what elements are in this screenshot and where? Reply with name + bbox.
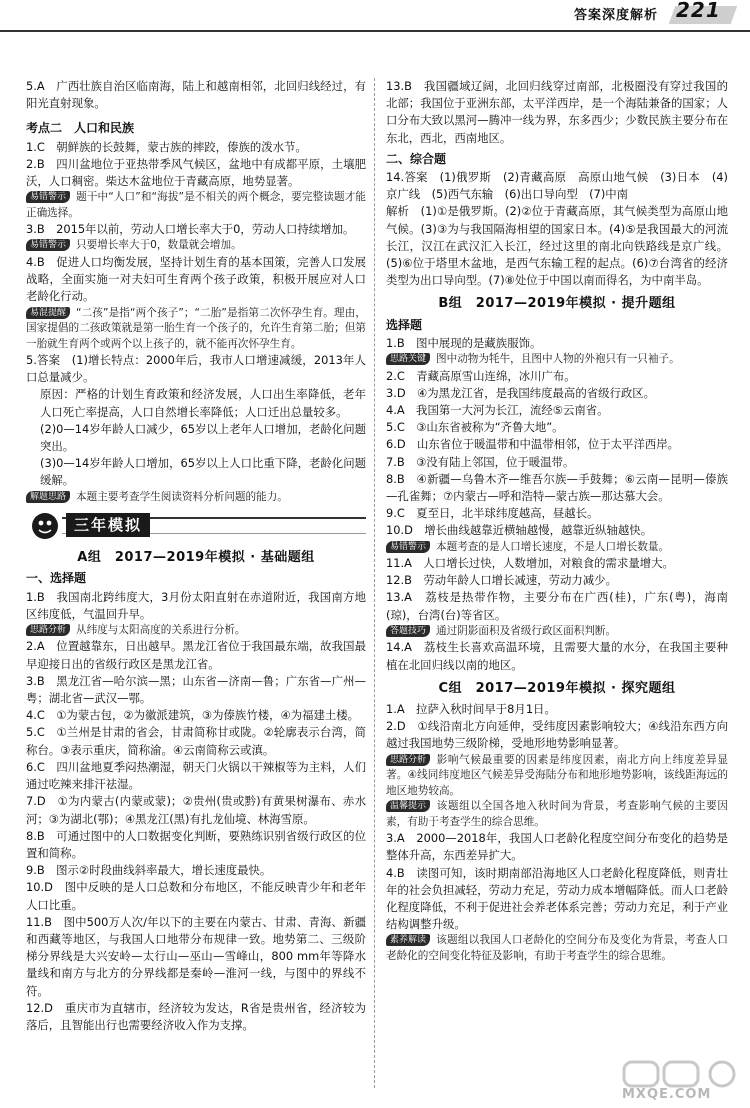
answer-item: 4.B 促进人口均衡发展，坚持计划生育的基本国策，完善人口发展战略，全面实施一对夫妇可生育两个孩子政策，积极开展应对人口老龄化行动。	[26, 254, 366, 304]
answer-item: 8.B ④新疆—乌鲁木齐—维吾尔族—手鼓舞；⑥云南—昆明—傣族—孔雀舞；⑦内蒙古—呼和浩特—蒙古族—那达慕大会。	[386, 471, 728, 503]
tip-text: “二孩”是指“两个孩子”；“二胎”是指第二次怀孕生育。理由，国家提倡的二孩政策就是第一胎生育一个孩子的，允许生育第二胎；但第一胎就生育两个或两个以上孩子的，就不能再次怀孕生育。	[26, 306, 366, 350]
answer-detail: (3)0—14岁年龄人口增加，65岁以上人口比重下降，老龄化问题缓解。	[40, 456, 366, 488]
answer-item: 12.B 劳动年龄人口增长减速，劳动力减少。	[386, 573, 617, 588]
section-heading: 一、选择题	[26, 571, 87, 586]
group-heading: B组 2017—2019年模拟 · 提升题组	[438, 296, 676, 312]
answer-item: 2.C 青藏高原雪山连绵，冰川广布。	[386, 368, 576, 383]
tip-badge: 思路关键	[386, 353, 430, 365]
tip-badge: 思路分析	[26, 624, 70, 636]
answer-item: 4.C ①为蒙古包，②为徽派建筑，③为傣族竹楼，④为福建土楼。	[26, 708, 360, 723]
tip-note	[386, 540, 728, 556]
answer-item: 3.B 2015年以前，劳动人口增长率大于0，劳动人口持续增加。	[26, 222, 355, 237]
tip-note	[26, 623, 366, 639]
answer-item: 14.答案 (1)俄罗斯 (2)青藏高原 高原山地气候 (3)日本 (4)京广线 (5)西气东输 (6)出口导向型 (7)中南	[386, 170, 728, 202]
answer-item: 3.A 2000—2018年，我国人口老龄化程度空间分布变化的趋势是整体升高，东西差异扩大。	[386, 831, 728, 863]
answer-item: 3.B 黑龙江省—哈尔滨—黑；山东省—济南—鲁；广东省—广州—粤；湖北省—武汉—鄂。	[26, 673, 366, 706]
answer-item: 13.B 我国疆域辽阔，北回归线穿过南部，北极圈没有穿过我国的北部；我国位于亚洲东部，太平洋西岸，是一个海陆兼备的国家；人口分布大致以黑河—腾冲一线为界，东多西少；少数民族主要分布在东北，西北，西南地区。	[386, 79, 728, 145]
tip-text: 通过阴影面积及省级行政区面积判断。	[436, 624, 617, 637]
answer-item: 5.A 广西壮族自治区临南海，陆上和越南相邻，北回归线经过，有阳光直射现象。	[26, 79, 366, 111]
answer-item: 4.B 读图可知，该时期南部沿海地区人口老龄化程度降低，则青壮年的社会负担减轻，劳动力充足，劳动力成本增幅降低。而人口老龄化程度降低，不利于促进社会养老体系完善；劳动力充足，利于产业结构调整升级。	[386, 865, 728, 932]
watermark-text: MXQE.COM	[622, 1087, 712, 1102]
answer-item: 1.B 我国南北跨纬度大，3月份太阳直射在赤道附近，我国南方地区纬度低，气温回升早。	[26, 589, 366, 621]
tip-text: 影响气候最重要的因素是纬度因素，南北方向上纬度差异显著。④线同纬度地区气候差异受海陆分布和地形地势影响，该线距海远的地区地势较高。	[386, 753, 728, 797]
answer-explanation: 解析 (1)①是俄罗斯。(2)②位于青藏高原，其气候类型为高原山地气候。(3)③为与我国隔海相望的国家日本。(4)⑤是我国最大的河流长江，汉江在武汉汇入长江，经过这里的南北向铁路线是京广线。(5)⑥位于塔里木盆地，是西气东输工程的起点。(6)⑦台湾省的经济类型为出口导向型。(7)⑧处位于中国以南而得名，为中南半岛。	[386, 204, 728, 288]
group-heading: C组 2017—2019年模拟 · 探究题组	[438, 680, 676, 696]
tip-text: 图中动物为牦牛，且图中人物的外袍只有一只袖子。	[436, 353, 680, 366]
tip-text: 只要增长率大于0，数量就会增加。	[76, 239, 242, 252]
answer-detail: 原因：严格的计划生育政策和经济发展，人口出生率降低，老年人口死亡率提高，人口自然增长率降低；人口迁出总量较多。	[40, 387, 366, 419]
answer-item: 1.B 图中展现的是藏族服饰。	[386, 335, 542, 350]
watermark-logo	[622, 1060, 744, 1104]
tip-badge: 解题思路	[26, 491, 70, 503]
group-heading: A组 2017—2019年模拟 · 基础题组	[77, 550, 315, 566]
answer-item: 5.答案 (1)增长特点：2000年后，我市人口增速减缓，2013年人口总量减少。	[26, 353, 366, 385]
section-heading: 考点二 人口和民族	[26, 121, 135, 136]
tip-note	[26, 490, 366, 506]
answer-item: 1.A 拉萨入秋时间早于8月1日。	[386, 702, 556, 716]
tip-note	[386, 352, 728, 368]
section-heading: 二、综合题	[386, 151, 447, 166]
answer-item: 13.A 荔枝是热带作物，主要分布在广西(桂)，广东(粤)，海南(琼)，台湾(台)等省区。	[386, 590, 728, 622]
answer-item: 11.B 图中500万人次/年以下的主要在内蒙古、甘肃、青海、新疆和西藏等地区，与我国人口地带分布规律一致。地势第二、三级阶梯分界线是大兴安岭—太行山—巫山—雪峰山，800 mm年等降水量线和南方与北方的分界线都是秦岭—淮河一线，与图中的界线不符。	[26, 914, 366, 998]
tip-badge: 易错警示	[26, 239, 70, 251]
tip-badge: 温馨提示	[386, 800, 430, 812]
mascot-icon	[26, 511, 64, 541]
tip-badge: 易混提醒	[26, 307, 70, 319]
answer-item: 2.D ①线沿南北方向延伸，受纬度因素影响较大；④线沿东西方向越过我国地势三级阶梯，受地形地势影响显著。	[386, 719, 728, 751]
header-title: 答案深度解析	[574, 8, 659, 23]
tip-note	[386, 933, 728, 964]
tip-note	[26, 190, 366, 221]
answer-item: 1.C 朝鲜族的长鼓舞，蒙古族的摔跤，傣族的泼水节。	[26, 139, 307, 154]
section-heading: 选择题	[386, 317, 423, 332]
answer-item: 8.B 可通过图中的人口数据变化判断，要熟练识别省级行政区的位置和简称。	[26, 828, 366, 860]
left-column	[26, 78, 366, 1034]
answer-item: 7.D ①为内蒙古(内蒙或蒙)；②贵州(贵或黔)有黄果树瀑布、赤水河；③为湖北(鄂)；④黑龙江(黑)有扎龙仙境、林海雪原。	[26, 794, 366, 826]
tip-text: 本题主要考查学生阅读资料分析问题的能力。	[76, 490, 288, 503]
tip-text: 该题组以我国人口老龄化的空间分布及变化为背景，考查人口老龄化的空间变化特征及影响，有助于考查学生的综合思维。	[386, 934, 728, 962]
column-divider	[374, 78, 376, 1088]
right-column	[386, 78, 728, 964]
page-header	[0, 0, 750, 30]
answer-item: 12.D 重庆市为直辖市，经济较为发达，R省是贵州省，经济较为落后，且智能出行也需要经济收入作为支撑。	[26, 1000, 366, 1032]
tip-text: 本题考查的是人口增长速度，不是人口增长数量。	[436, 540, 670, 553]
tip-badge: 易错警示	[26, 191, 70, 203]
tip-note	[386, 753, 728, 800]
answer-item: 14.A 荔枝生长喜欢高温环境，且需要大量的水分，在我国主要种植在北回归线以南的地区。	[386, 640, 728, 672]
tip-note	[386, 624, 728, 640]
page-number: 221	[676, 0, 721, 22]
tip-text: 题干中“人口”和“海拔”是不相关的两个概念，要完整读题才能正确选择。	[26, 191, 366, 219]
answer-item: 9.C 夏至日，北半球纬度越高，昼越长。	[386, 506, 599, 521]
tip-badge: 思路分析	[386, 754, 430, 766]
three-year-banner	[26, 511, 366, 541]
tip-badge: 易错警示	[386, 541, 430, 553]
tip-badge: 答题技巧	[386, 625, 430, 637]
answer-item: 6.C 四川盆地夏季闷热潮湿，朝天门火锅以干辣椒等为主料，人们通过吃辣来排汗祛湿。	[26, 759, 366, 792]
tip-text: 该题组以全国各地入秋时间为背景，考查影响气候的主要因素，有助于考查学生的综合思维。	[386, 800, 728, 828]
answer-item: 11.A 人口增长过快，人数增加，对粮食的需求量增大。	[386, 556, 674, 571]
tip-text: 从纬度与太阳高度的关系进行分析。	[76, 623, 246, 636]
answer-item: 2.B 四川盆地位于亚热带季风气候区，盆地中有成都平原，土壤肥沃，人口稠密。柴达木盆地位于青藏高原，地势显著。	[26, 156, 366, 189]
answer-item: 2.A 位置越靠东，日出越早。黑龙江省位于我国最东端，故我国最早迎接日出的省级行政区是黑龙江省。	[26, 639, 366, 671]
answer-item: 7.B ③没有陆上邻国，位于暖温带。	[386, 454, 575, 469]
tip-note	[26, 306, 366, 353]
answer-item: 10.D 增长曲线越靠近横轴越慢，越靠近纵轴越快。	[386, 523, 653, 538]
answer-item: 5.C ①兰州是甘肃的省会，甘肃简称甘或陇。②轮廓表示台湾，简称台。③表示重庆，简称渝。④云南简称云或滇。	[26, 725, 366, 757]
banner-label: 三年模拟	[66, 513, 150, 537]
answer-item: 6.D 山东省位于暖温带和中温带相邻，位于太平洋西岸。	[386, 437, 680, 452]
answer-item: 4.A 我国第一大河为长江，流经⑤云南省。	[386, 402, 609, 417]
header-rule	[0, 30, 750, 32]
answer-item: 10.D 图中反映的是人口总数和分布地区，不能反映青少年和老年人口比重。	[26, 880, 366, 912]
answer-item: 9.B 图示②时段曲线斜率最大，增长速度最快。	[26, 863, 272, 878]
tip-note	[386, 799, 728, 830]
answer-item: 5.C ③山东省被称为“齐鲁大地”。	[386, 420, 564, 435]
answer-detail: (2)0—14岁年龄人口减少，65岁以上老年人口增加，老龄化问题突出。	[40, 421, 366, 454]
tip-note	[26, 238, 366, 254]
tip-badge: 素养解读	[386, 934, 430, 946]
answer-item: 3.D ④为黑龙江省，是我国纬度最高的省级行政区。	[386, 385, 656, 400]
